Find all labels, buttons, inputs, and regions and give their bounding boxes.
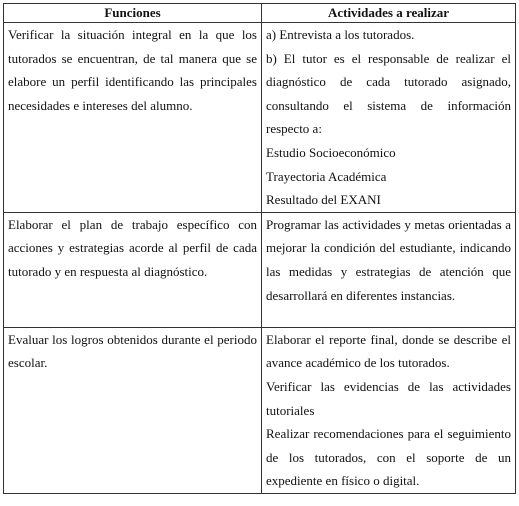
function-text: Verificar la situación integral en la que los tutorados se encuentran, de tal manera que se elabore un perfil identificando las principales necesidades e intereses del alumno. bbox=[8, 27, 257, 113]
function-cell bbox=[4, 327, 262, 493]
activities-cell bbox=[262, 23, 516, 213]
function-cell bbox=[4, 212, 262, 327]
functions-activities-table bbox=[3, 3, 516, 494]
activity-item: Realizar recomendaciones para el seguimiento de los tutorados, con el soporte de un expediente en físico o digital. bbox=[266, 426, 511, 489]
table-row bbox=[4, 212, 516, 327]
header-row bbox=[4, 4, 516, 23]
table-row bbox=[4, 23, 516, 213]
activity-item: Programar las actividades y metas orientadas a mejorar la condición del estudiante, indicando las medidas y estrategias de atención que desarrollará en diferentes instancias. bbox=[266, 216, 511, 303]
header-functions: Funciones bbox=[4, 4, 262, 23]
activity-item: Verificar las evidencias de las actividades tutoriales bbox=[266, 378, 511, 418]
activity-item: Trayectoria Académica bbox=[266, 168, 387, 184]
activity-item: b) El tutor es el responsable de realizar el diagnóstico de cada tutorado asignado, consultando el sistema de información respecto a: bbox=[266, 50, 511, 137]
table-row bbox=[4, 327, 516, 493]
function-text: Evaluar los logros obtenidos durante el periodo escolar. bbox=[8, 331, 257, 371]
function-cell bbox=[4, 23, 262, 213]
activities-cell bbox=[262, 327, 516, 493]
activity-item: Resultado del EXANI bbox=[266, 192, 381, 208]
activities-cell bbox=[262, 212, 516, 327]
function-text: Elaborar el plan de trabajo específico con acciones y estrategias acorde al perfil de cada tutorado y en respuesta al diagnóstico. bbox=[8, 216, 257, 279]
activity-item: Estudio Socioeconómico bbox=[266, 144, 396, 160]
activity-item: a) Entrevista a los tutorados. bbox=[266, 27, 415, 42]
activity-item: Elaborar el reporte final, donde se describe el avance académico de los tutorados. bbox=[266, 331, 511, 371]
header-activities: Actividades a realizar bbox=[262, 4, 516, 23]
